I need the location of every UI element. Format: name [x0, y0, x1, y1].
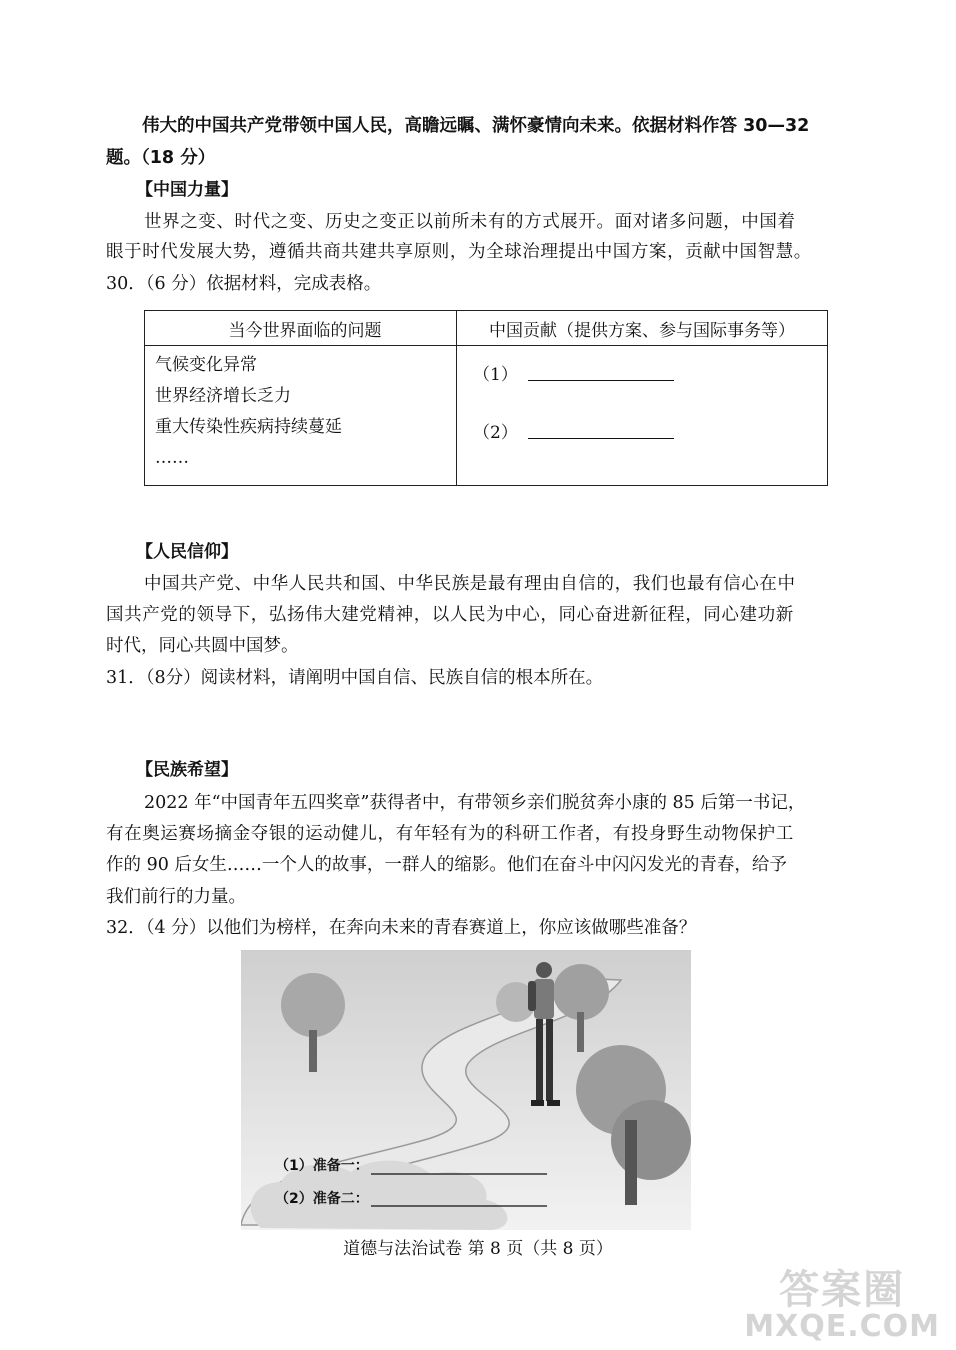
- question-32: 32．（4 分）以他们为榜样，在奔向未来的青春赛道上，你应该做哪些准备？: [106, 918, 697, 938]
- section3-paragraph-line-2: 有在奥运赛场摘金夺银的运动健儿，有年轻有为的科研工作者，有投身野生动物保护工: [106, 824, 794, 844]
- prep-2-label: （2）准备二：: [275, 1191, 369, 1207]
- table-header-problems: 当今世界面临的问题: [145, 311, 457, 346]
- problem-item: ……: [155, 448, 189, 468]
- tree-left-canopy: [281, 973, 345, 1037]
- table-header-contributions: 中国贡献（提供方案、参与国际事务等）: [457, 311, 828, 346]
- section-heading-national-hope: 【民族希望】: [136, 760, 238, 780]
- answer-label-1: （1）: [473, 365, 518, 385]
- section-heading-people-faith: 【人民信仰】: [136, 542, 238, 562]
- tree-left-trunk: [309, 1030, 317, 1072]
- prep-1-label: （1）准备一：: [275, 1158, 369, 1174]
- tree-right-trunk: [625, 1120, 637, 1205]
- section1-paragraph-line-2: 眼于时代发展大势，遵循共商共建共享原则，为全球治理提出中国方案，贡献中国智慧。: [106, 242, 812, 262]
- section3-paragraph-line-1: 2022 年“中国青年五四奖章”获得者中，有带领乡亲们脱贫奔小康的 85 后第一书记，: [144, 793, 806, 813]
- watermark-logo: [744, 1258, 940, 1344]
- intro-line-2: 题。（18 分）: [106, 148, 216, 168]
- answer-row-2: [473, 418, 826, 476]
- answer-label-2: （2）: [473, 423, 518, 443]
- answer-blank-1[interactable]: [528, 360, 674, 381]
- section2-paragraph-line-3: 时代，同心共圆中国梦。: [106, 636, 299, 656]
- tree-right-top-canopy: [553, 964, 609, 1020]
- watermark-line-1: 答案圈: [779, 1267, 906, 1313]
- problems-cell: [145, 346, 457, 486]
- question-30: 30．（6 分）依据材料，完成表格。: [106, 274, 382, 294]
- tree-right-canopy-2: [611, 1100, 691, 1180]
- question-31: 31．（8分）阅读材料，请阐明中国自信、民族自信的根本所在。: [106, 668, 604, 688]
- answers-cell: [457, 346, 828, 486]
- answer-row-1: [473, 360, 826, 418]
- intro-line-1: 伟大的中国共产党带领中国人民，高瞻远瞩、满怀豪情向未来。依据材料作答 30—32: [142, 116, 810, 136]
- section3-paragraph-line-3: 作的 90 后女生……一个人的故事，一群人的缩影。他们在奋斗中闪闪发光的青春，给予: [106, 855, 787, 875]
- section2-paragraph-line-2: 国共产党的领导下，弘扬伟大建党精神，以人民为中心，同心奋进新征程，同心建功新: [106, 605, 794, 625]
- contribution-table: [144, 310, 828, 486]
- problem-item: 气候变化异常: [155, 355, 257, 375]
- tree-right-top-trunk: [577, 1012, 584, 1052]
- section1-paragraph-line-1: 世界之变、时代之变、历史之变正以前所未有的方式展开。面对诸多问题，中国着: [144, 212, 796, 232]
- problem-item: 重大传染性疾病持续蔓延: [155, 417, 342, 437]
- section3-paragraph-line-4: 我们前行的力量。: [106, 887, 246, 907]
- problem-item: 世界经济增长乏力: [155, 386, 291, 406]
- youth-road-illustration: [241, 950, 691, 1230]
- section-heading-china-power: 【中国力量】: [136, 180, 238, 200]
- section2-paragraph-line-1: 中国共产党、中华人民共和国、中华民族是最有理由自信的，我们也最有信心在中: [144, 574, 796, 594]
- watermark-line-2: MXQE.COM: [744, 1309, 940, 1344]
- illustration-svg: [241, 950, 691, 1230]
- page-footer: 道德与法治试卷 第 8 页（共 8 页）: [343, 1239, 613, 1259]
- answer-blank-2[interactable]: [528, 418, 674, 439]
